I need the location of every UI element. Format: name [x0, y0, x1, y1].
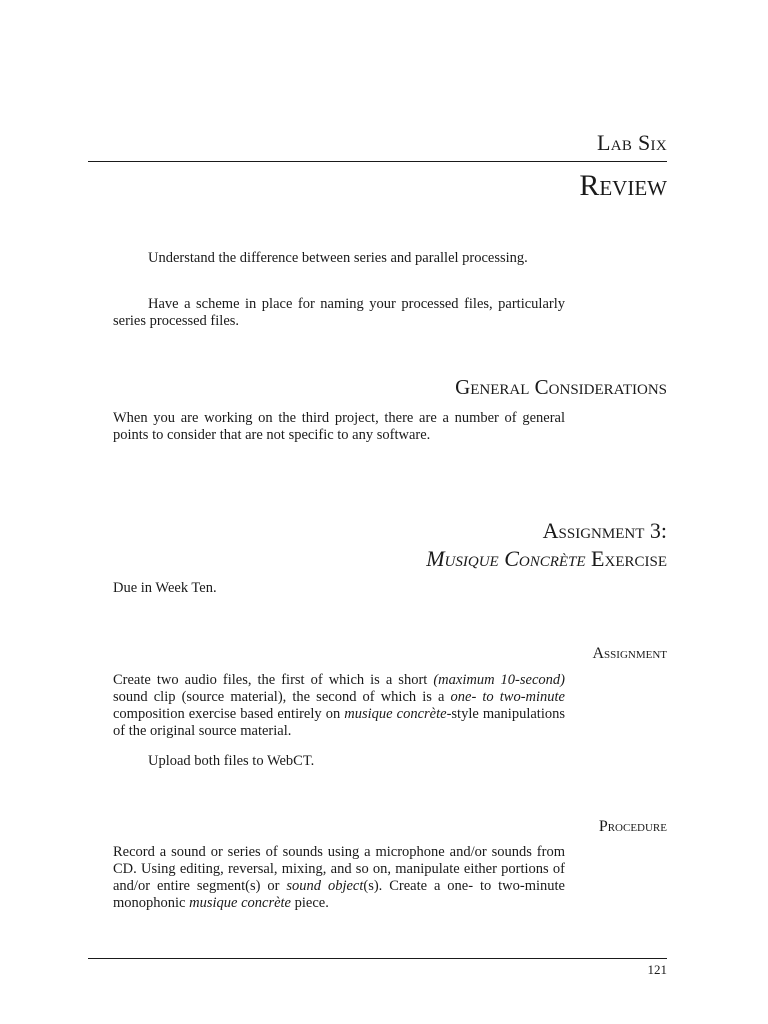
procedure-paragraph [113, 844, 565, 912]
procedure-text-e: piece. [291, 895, 329, 911]
header-rule [88, 161, 667, 162]
assignment-text-g: -style manipulations of the original source material. [113, 706, 565, 739]
assignment-heading: Assignment [592, 645, 667, 662]
upload-instruction: Upload both files to WebCT. [148, 753, 315, 769]
assignment-text-f: musique concrète [344, 706, 447, 722]
assignment3-subheading-rest: Exercise [591, 546, 667, 571]
assignment-text-e: composition exercise based entirely on [113, 706, 345, 722]
review-paragraph-2: Have a scheme in place for naming your processed files, particularly series processed files. [113, 296, 565, 329]
assignment3-heading: Assignment 3: [542, 518, 667, 543]
assignment-text-b: (maximum 10-second) [433, 672, 565, 688]
assignment-text-d: one- to two-minute [450, 689, 565, 705]
assignment-text-c: sound clip (source material), the second of which is a [113, 689, 451, 705]
assignment-paragraph [113, 672, 565, 740]
assignment3-subheading [426, 546, 667, 572]
general-considerations-heading: General Considerations [455, 375, 667, 399]
procedure-text-a: Record a sound or series of sounds using a microphone and/or sounds from CD. Using editing, reversal, mixing, and so on, manipulate either portions of and/or entire segment(s) or [113, 844, 565, 894]
page-number: 121 [647, 962, 667, 977]
section-title: Review [579, 169, 667, 202]
procedure-text-c: (s). Create a one- to two-minute monophonic [113, 878, 565, 911]
due-date: Due in Week Ten. [113, 580, 217, 596]
footer-rule [88, 958, 667, 959]
procedure-text-b: sound object [286, 878, 364, 894]
procedure-text-d: musique concrète [189, 895, 291, 911]
chapter-title: Lab Six [597, 130, 667, 155]
assignment3-subheading-italic: Musique Concrète [426, 546, 586, 571]
procedure-heading: Procedure [598, 818, 667, 835]
review-paragraph-1: Understand the difference between series and parallel processing. [148, 250, 528, 266]
general-considerations-paragraph: When you are working on the third project, there are a number of general points to consider that are not specific to any software. [113, 410, 565, 443]
assignment-text-a: Create two audio files, the first of which is a short [113, 672, 434, 688]
